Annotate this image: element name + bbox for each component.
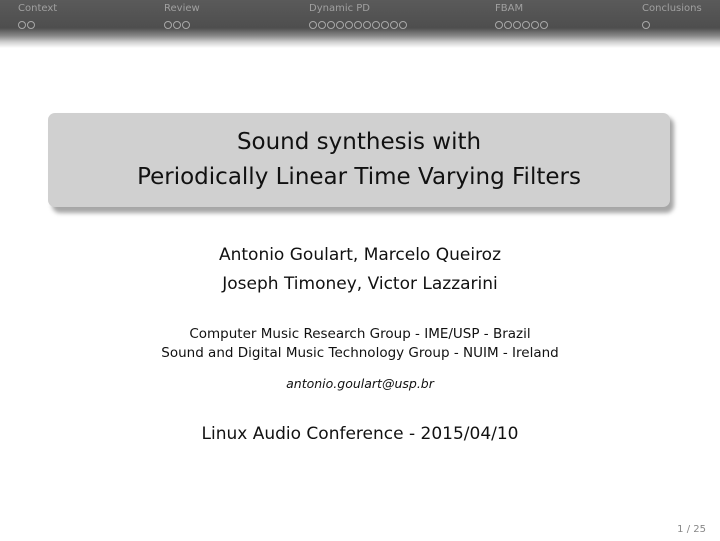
nav-label: FBAM [495, 3, 524, 14]
nav-dot[interactable] [381, 21, 389, 29]
contact-email: antonio.goulart@usp.br [286, 376, 434, 391]
nav-dot[interactable] [354, 21, 362, 29]
nav-dots[interactable] [18, 14, 36, 24]
title-line-1: Sound synthesis with [236, 129, 482, 155]
nav-dot[interactable] [399, 21, 407, 29]
authors-line-1: Antonio Goulart, Marcelo Queiroz [218, 245, 502, 265]
nav-dot[interactable] [522, 21, 530, 29]
nav-dots[interactable] [309, 14, 408, 24]
navigation-bar [0, 0, 720, 48]
nav-dot[interactable] [345, 21, 353, 29]
nav-dot[interactable] [540, 21, 548, 29]
nav-dot[interactable] [182, 21, 190, 29]
nav-label: Dynamic PD [309, 3, 371, 14]
page-number: 1 / 25 [677, 524, 706, 535]
nav-dot[interactable] [327, 21, 335, 29]
title-line-2: Periodically Linear Time Varying Filters [137, 164, 581, 190]
nav-label: Context [18, 3, 58, 14]
nav-dot[interactable] [513, 21, 521, 29]
affiliation-line-2: Sound and Digital Music Technology Group - NUIM - Ireland [161, 345, 559, 361]
nav-dot[interactable] [642, 21, 650, 29]
nav-dot[interactable] [318, 21, 326, 29]
title-box [48, 113, 670, 207]
nav-dot[interactable] [27, 21, 35, 29]
nav-dots[interactable] [164, 14, 191, 24]
nav-dot[interactable] [173, 21, 181, 29]
nav-dot[interactable] [363, 21, 371, 29]
nav-label: Review [164, 3, 200, 14]
affiliation-line-1: Computer Music Research Group - IME/USP - Brazil [189, 326, 531, 342]
nav-dot[interactable] [336, 21, 344, 29]
nav-label: Conclusions [642, 3, 702, 14]
nav-dot[interactable] [504, 21, 512, 29]
authors-line-2: Joseph Timoney, Victor Lazzarini [222, 274, 498, 294]
nav-dot[interactable] [495, 21, 503, 29]
nav-dot[interactable] [18, 21, 26, 29]
nav-dots[interactable] [495, 14, 549, 24]
nav-dot[interactable] [164, 21, 172, 29]
nav-dot[interactable] [531, 21, 539, 29]
nav-dot[interactable] [309, 21, 317, 29]
conference-info: Linux Audio Conference - 2015/04/10 [201, 424, 519, 444]
nav-dot[interactable] [372, 21, 380, 29]
nav-dots[interactable] [642, 14, 651, 24]
nav-dot[interactable] [390, 21, 398, 29]
